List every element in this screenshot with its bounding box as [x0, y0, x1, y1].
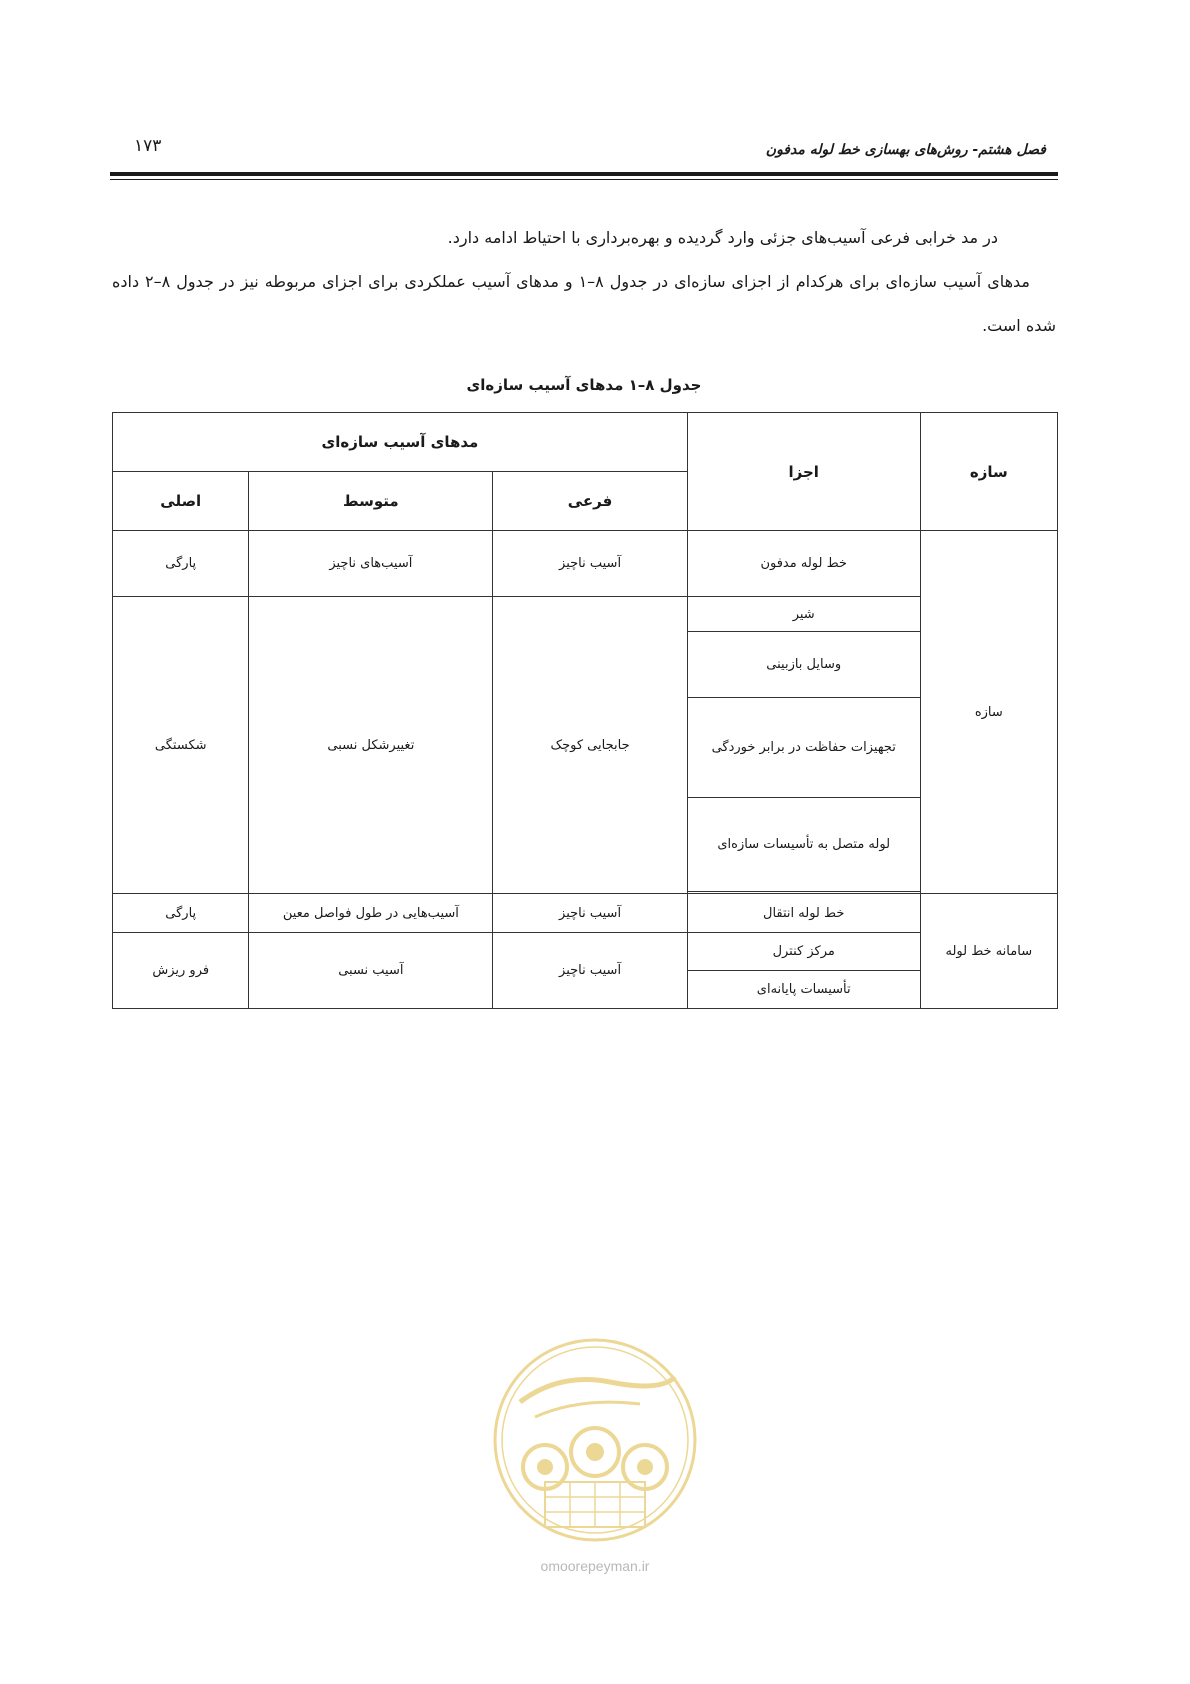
- cell-minor: جابجایی کوچک: [493, 597, 688, 894]
- cell-major: شکستگی: [113, 597, 249, 894]
- table-row: [113, 933, 1058, 971]
- cell-moderate: آسیب نسبی: [249, 933, 493, 1009]
- damage-modes-table: [112, 412, 1058, 1009]
- page-number: ۱۷۳: [134, 136, 162, 156]
- page-header: [110, 132, 1058, 172]
- cell-minor: آسیب ناچیز: [493, 531, 688, 597]
- cell-moderate: تغییرشکل نسبی: [249, 597, 493, 894]
- paragraph-2: مدهای آسیب سازه‌ای برای هرکدام از اجزای سازه‌ای در جدول ۸–۱ و مدهای آسیب عملکردی برای اجزای مربوطه نیز در جدول ۸–۲ داده شده است.: [112, 272, 1056, 335]
- header-rule-thick: [110, 172, 1058, 176]
- header-major: اصلی: [113, 472, 249, 531]
- watermark-logo: [490, 1332, 700, 1582]
- table-row: [113, 894, 1058, 933]
- cell-major: پارگی: [113, 531, 249, 597]
- watermark-seal-icon: [490, 1332, 700, 1552]
- cell-component: لوله متصل به تأسیسات سازه‌ای: [687, 798, 920, 892]
- cell-major: پارگی: [113, 894, 249, 933]
- cell-moderate: آسیب‌های ناچیز: [249, 531, 493, 597]
- paragraph-1: در مد خرابی فرعی آسیب‌های جزئی وارد گردیده و بهره‌برداری با احتیاط ادامه دارد.: [447, 228, 998, 247]
- table-caption: جدول ۸–۱ مدهای آسیب سازه‌ای: [466, 376, 702, 394]
- cell-component: خط لوله انتقال: [687, 894, 920, 933]
- cell-component: تجهیزات حفاظت در برابر خوردگی: [687, 698, 920, 798]
- cell-component: وسایل بازبینی: [687, 632, 920, 698]
- chapter-title: فصل هشتم- روش‌های بهسازی خط لوله مدفون: [765, 142, 1046, 158]
- cell-component: خط لوله مدفون: [687, 531, 920, 597]
- body-text: [112, 216, 1056, 348]
- header-damage-modes: مدهای آسیب سازه‌ای: [113, 413, 688, 472]
- table-header-row: [113, 413, 1058, 472]
- header-rule-thin: [110, 179, 1058, 180]
- header-structure: سازه: [920, 413, 1057, 531]
- cell-major: فرو ریزش: [113, 933, 249, 1009]
- cell-structure: سامانه خط لوله: [920, 894, 1057, 1009]
- cell-structure: سازه: [920, 531, 1057, 894]
- table-row: [113, 597, 1058, 632]
- watermark-caption: omoorepeyman.ir: [540, 1558, 650, 1574]
- cell-component: مرکز کنترل: [687, 933, 920, 971]
- header-components: اجزا: [687, 413, 920, 531]
- header-minor: فرعی: [493, 472, 688, 531]
- header-moderate: متوسط: [249, 472, 493, 531]
- table-container: [112, 412, 1058, 1009]
- table-row: [113, 531, 1058, 597]
- cell-component: تأسیسات پایانه‌ای: [687, 971, 920, 1009]
- cell-component: شیر: [687, 597, 920, 632]
- cell-moderate: آسیب‌هایی در طول فواصل معین: [249, 894, 493, 933]
- cell-minor: آسیب ناچیز: [493, 894, 688, 933]
- cell-minor: آسیب ناچیز: [493, 933, 688, 1009]
